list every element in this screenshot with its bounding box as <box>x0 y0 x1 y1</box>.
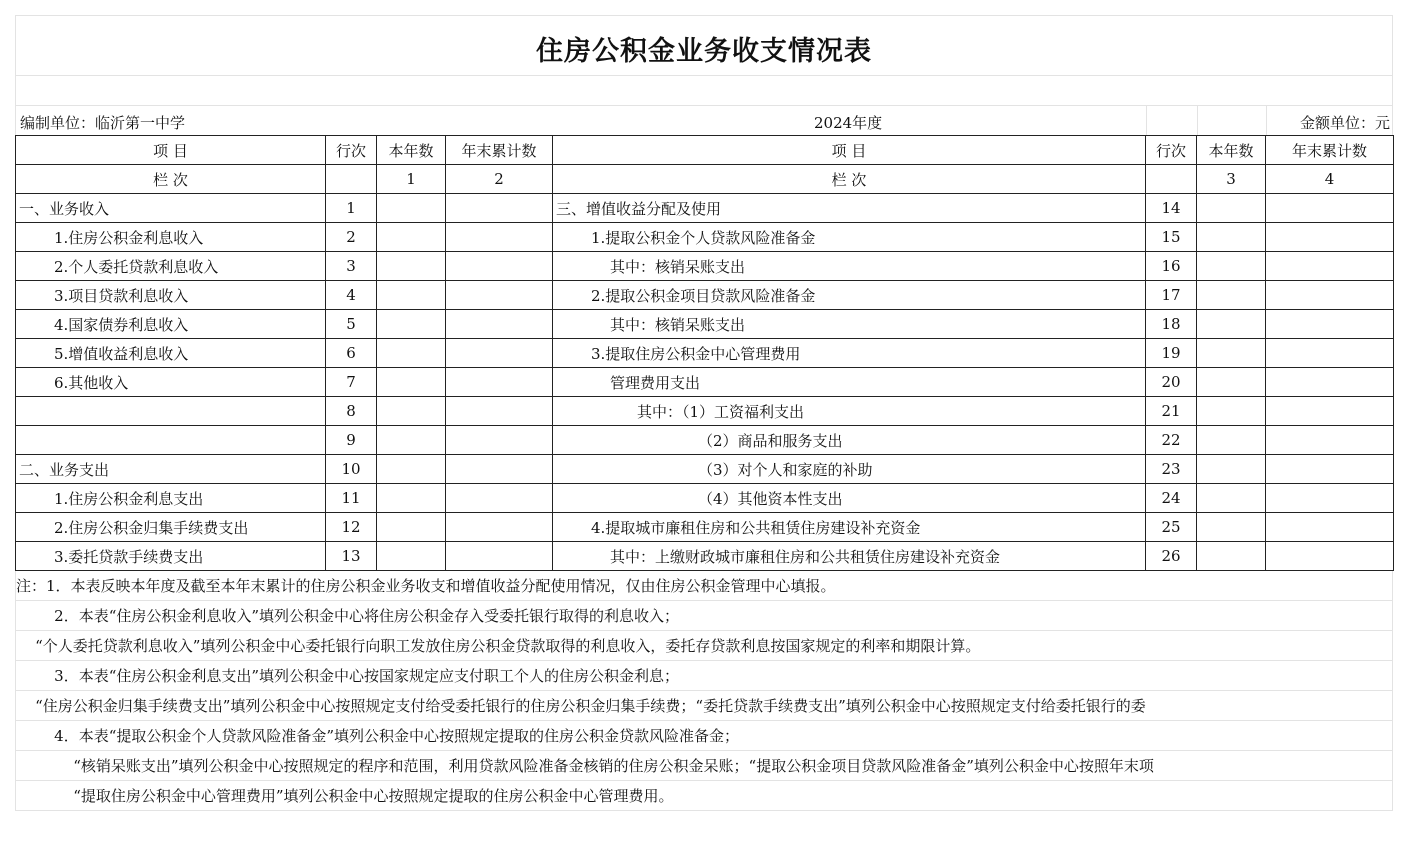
row-number: 9 <box>326 426 377 455</box>
item-label: 2.个人委托贷款利息收入 <box>16 252 326 281</box>
cell[interactable] <box>1146 165 1197 194</box>
value-cell[interactable] <box>377 484 446 513</box>
value-cell[interactable] <box>377 310 446 339</box>
row-number: 3 <box>326 252 377 281</box>
value-cell[interactable] <box>1197 281 1266 310</box>
header-row-no: 行次 <box>1146 136 1197 165</box>
value-cell[interactable] <box>446 252 553 281</box>
item-label: 1.住房公积金利息支出 <box>16 484 326 513</box>
row-number: 6 <box>326 339 377 368</box>
table-row <box>16 223 1394 252</box>
item-label: 3.提取住房公积金中心管理费用 <box>553 339 1146 368</box>
cell-divider <box>1266 106 1267 135</box>
row-number: 24 <box>1146 484 1197 513</box>
item-label: 其中：（1）工资福利支出 <box>553 397 1146 426</box>
value-cell[interactable] <box>446 542 553 571</box>
note-line: “核销呆账支出”填列公积金中心按照规定的程序和范围，利用贷款风险准备金核销的住房公积金呆账；“提取公积金项目贷款风险准备金”填列公积金中心按照年末项 <box>16 751 1392 781</box>
table-row <box>16 484 1394 513</box>
value-cell[interactable] <box>446 368 553 397</box>
title-row <box>15 15 1393 75</box>
column-index: 4 <box>1266 165 1394 194</box>
value-cell[interactable] <box>1197 368 1266 397</box>
value-cell[interactable] <box>446 339 553 368</box>
value-cell[interactable] <box>446 513 553 542</box>
item-label: 三、增值收益分配及使用 <box>553 194 1146 223</box>
item-label <box>16 397 326 426</box>
header-row <box>16 136 1394 165</box>
value-cell[interactable] <box>377 194 446 223</box>
item-label: 其中：核销呆账支出 <box>553 310 1146 339</box>
value-cell[interactable] <box>1266 368 1394 397</box>
row-number: 26 <box>1146 542 1197 571</box>
value-cell[interactable] <box>1266 194 1394 223</box>
item-label: 1.住房公积金利息收入 <box>16 223 326 252</box>
row-number: 1 <box>326 194 377 223</box>
column-index-row <box>16 165 1394 194</box>
value-cell[interactable] <box>377 339 446 368</box>
table-row <box>16 426 1394 455</box>
column-label: 栏 次 <box>553 165 1146 194</box>
table-row <box>16 513 1394 542</box>
org-unit: 编制单位：临沂第一中学 <box>20 114 186 132</box>
notes-section <box>15 571 1393 811</box>
value-cell[interactable] <box>1266 513 1394 542</box>
header-this-year: 本年数 <box>377 136 446 165</box>
currency-unit: 金额单位：元 <box>1299 114 1390 132</box>
value-cell[interactable] <box>1197 542 1266 571</box>
table-row <box>16 542 1394 571</box>
income-expense-table <box>15 135 1394 571</box>
value-cell[interactable] <box>1266 455 1394 484</box>
row-number: 16 <box>1146 252 1197 281</box>
item-label: 二、业务支出 <box>16 455 326 484</box>
value-cell[interactable] <box>446 281 553 310</box>
table-row <box>16 281 1394 310</box>
value-cell[interactable] <box>1266 426 1394 455</box>
note-line: 2．本表“住房公积金利息收入”填列公积金中心将住房公积金存入受委托银行取得的利息收入； <box>16 601 1392 631</box>
item-label: 6.其他收入 <box>16 368 326 397</box>
row-number: 7 <box>326 368 377 397</box>
value-cell[interactable] <box>377 542 446 571</box>
header-this-year: 本年数 <box>1197 136 1266 165</box>
item-label: （3）对个人和家庭的补助 <box>553 455 1146 484</box>
value-cell[interactable] <box>1197 252 1266 281</box>
value-cell[interactable] <box>1266 310 1394 339</box>
cell-divider <box>1197 106 1198 135</box>
fiscal-year: 2024年度 <box>814 114 883 132</box>
value-cell[interactable] <box>377 223 446 252</box>
header-cumulative: 年末累计数 <box>446 136 553 165</box>
note-line: “个人委托贷款利息收入”填列公积金中心委托银行向职工发放住房公积金贷款取得的利息收入，委托存贷款利息按国家规定的利率和期限计算。 <box>16 631 1392 661</box>
value-cell[interactable] <box>1197 397 1266 426</box>
value-cell[interactable] <box>1266 223 1394 252</box>
column-label: 栏 次 <box>16 165 326 194</box>
value-cell[interactable] <box>1197 194 1266 223</box>
value-cell[interactable] <box>446 455 553 484</box>
value-cell[interactable] <box>1197 310 1266 339</box>
value-cell[interactable] <box>446 397 553 426</box>
row-number: 25 <box>1146 513 1197 542</box>
value-cell[interactable] <box>446 310 553 339</box>
item-label: 一、业务收入 <box>16 194 326 223</box>
note-line: “提取住房公积金中心管理费用”填列公积金中心按照规定提取的住房公积金中心管理费用。 <box>16 781 1392 811</box>
value-cell[interactable] <box>1266 484 1394 513</box>
page-title: 住房公积金业务收支情况表 <box>536 36 872 67</box>
value-cell[interactable] <box>1266 339 1394 368</box>
value-cell[interactable] <box>377 281 446 310</box>
row-number: 11 <box>326 484 377 513</box>
value-cell[interactable] <box>1197 426 1266 455</box>
header-cumulative: 年末累计数 <box>1266 136 1394 165</box>
row-number: 13 <box>326 542 377 571</box>
value-cell[interactable] <box>446 484 553 513</box>
value-cell[interactable] <box>446 426 553 455</box>
item-label: 其中：上缴财政城市廉租住房和公共租赁住房建设补充资金 <box>553 542 1146 571</box>
row-number: 21 <box>1146 397 1197 426</box>
note-line: 3．本表“住房公积金利息支出”填列公积金中心按国家规定应支付职工个人的住房公积金利息； <box>16 661 1392 691</box>
item-label: 1.提取公积金个人贷款风险准备金 <box>553 223 1146 252</box>
row-number: 8 <box>326 397 377 426</box>
value-cell[interactable] <box>446 223 553 252</box>
row-number: 10 <box>326 455 377 484</box>
value-cell[interactable] <box>1266 252 1394 281</box>
item-label: 4.国家债券利息收入 <box>16 310 326 339</box>
value-cell[interactable] <box>377 397 446 426</box>
cell-divider <box>1146 106 1147 135</box>
item-label: 2.提取公积金项目贷款风险准备金 <box>553 281 1146 310</box>
row-number: 20 <box>1146 368 1197 397</box>
blank-row <box>15 75 1393 105</box>
value-cell[interactable] <box>446 194 553 223</box>
row-number: 23 <box>1146 455 1197 484</box>
row-number: 2 <box>326 223 377 252</box>
spreadsheet <box>15 15 1393 811</box>
row-number: 4 <box>326 281 377 310</box>
item-label: （4）其他资本性支出 <box>553 484 1146 513</box>
value-cell[interactable] <box>1197 339 1266 368</box>
table-row <box>16 368 1394 397</box>
value-cell[interactable] <box>1266 281 1394 310</box>
row-number: 12 <box>326 513 377 542</box>
item-label <box>16 426 326 455</box>
table-row <box>16 252 1394 281</box>
meta-row <box>15 105 1393 135</box>
row-number: 14 <box>1146 194 1197 223</box>
value-cell[interactable] <box>377 513 446 542</box>
item-label: 管理费用支出 <box>553 368 1146 397</box>
header-item: 项 目 <box>553 136 1146 165</box>
value-cell[interactable] <box>1266 397 1394 426</box>
item-label: 5.增值收益利息收入 <box>16 339 326 368</box>
column-index: 1 <box>377 165 446 194</box>
row-number: 17 <box>1146 281 1197 310</box>
value-cell[interactable] <box>377 252 446 281</box>
item-label: 其中：核销呆账支出 <box>553 252 1146 281</box>
note-line: “住房公积金归集手续费支出”填列公积金中心按照规定支付给受委托银行的住房公积金归集手续费；“委托贷款手续费支出”填列公积金中心按照规定支付给委托银行的委 <box>16 691 1392 721</box>
table-row <box>16 339 1394 368</box>
row-number: 19 <box>1146 339 1197 368</box>
value-cell[interactable] <box>377 426 446 455</box>
table-row <box>16 455 1394 484</box>
note-line: 4．本表“提取公积金个人贷款风险准备金”填列公积金中心按照规定提取的住房公积金贷款风险准备金； <box>16 721 1392 751</box>
table-row <box>16 194 1394 223</box>
note-line: 注：1．本表反映本年度及截至本年末累计的住房公积金业务收支和增值收益分配使用情况，仅由住房公积金管理中心填报。 <box>16 571 1392 601</box>
column-index: 2 <box>446 165 553 194</box>
row-number: 22 <box>1146 426 1197 455</box>
value-cell[interactable] <box>1197 223 1266 252</box>
header-row-no: 行次 <box>326 136 377 165</box>
column-index: 3 <box>1197 165 1266 194</box>
item-label: 2.住房公积金归集手续费支出 <box>16 513 326 542</box>
value-cell[interactable] <box>377 455 446 484</box>
value-cell[interactable] <box>1197 513 1266 542</box>
item-label: 3.委托贷款手续费支出 <box>16 542 326 571</box>
table-row <box>16 310 1394 339</box>
header-item: 项 目 <box>16 136 326 165</box>
item-label: 4.提取城市廉租住房和公共租赁住房建设补充资金 <box>553 513 1146 542</box>
cell[interactable] <box>326 165 377 194</box>
value-cell[interactable] <box>1266 542 1394 571</box>
item-label: （2）商品和服务支出 <box>553 426 1146 455</box>
value-cell[interactable] <box>1197 455 1266 484</box>
table-row <box>16 397 1394 426</box>
value-cell[interactable] <box>1197 484 1266 513</box>
value-cell[interactable] <box>377 368 446 397</box>
row-number: 5 <box>326 310 377 339</box>
row-number: 15 <box>1146 223 1197 252</box>
item-label: 3.项目贷款利息收入 <box>16 281 326 310</box>
row-number: 18 <box>1146 310 1197 339</box>
